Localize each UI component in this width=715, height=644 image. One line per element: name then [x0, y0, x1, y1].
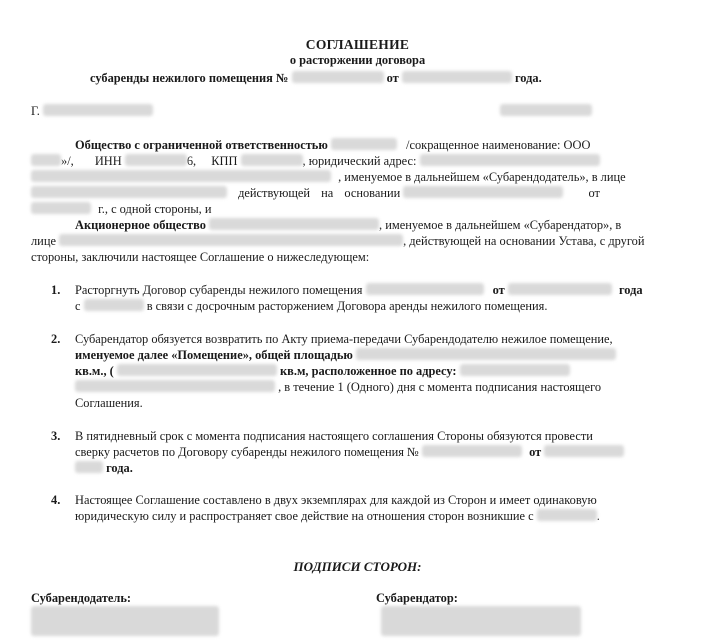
preamble-line-8: стороны, заключили настоящее Соглашение о нижеследующем: [31, 250, 370, 264]
redacted-contract-date [402, 71, 512, 83]
redacted-item3-date [544, 445, 624, 457]
signature-right-redacted [381, 606, 581, 640]
signatures-heading: ПОДПИСИ СТОРОН: [293, 559, 422, 574]
date-line [500, 104, 592, 120]
redacted-area-words [117, 364, 277, 376]
redacted-item1-date [508, 283, 612, 295]
redacted-short-name [31, 154, 61, 166]
document-title: СОГЛАШЕНИЕ [305, 37, 410, 52]
signature-left-redacted [31, 606, 219, 640]
item-4-number: 4. [51, 493, 61, 507]
item-1-line-1: Расторгнуть Договор субаренды нежилого помещения от года [75, 283, 643, 297]
redacted-item4-date [537, 509, 597, 521]
redacted-item1-effective [84, 299, 144, 311]
item-4-line-2: юридическую силу и распространяет свое действие на отношения сторон возникшие с . [75, 509, 600, 523]
item-2-line-3: кв.м., ( кв.м, расположенное по адресу: [75, 364, 570, 380]
item-1-line-2: с в связи с досрочным расторжением Договора аренды нежилого помещения. [75, 299, 548, 313]
item-1-number: 1. [51, 283, 61, 297]
document-subtitle-contract [90, 71, 542, 87]
preamble-line-6: Акционерное общество , именуемое в дальнейшем «Субарендатор», в [75, 218, 622, 232]
redacted-premises-address [460, 364, 570, 376]
redacted-inn [125, 154, 187, 166]
redacted-tenant-signatory [59, 234, 403, 246]
preamble-line-3: , именуемое в дальнейшем «Субарендодатель», в лице [31, 170, 626, 186]
contract-from: от [386, 71, 399, 85]
item-2-line-4: , в течение 1 (Одного) дня с момента подписания настоящего [75, 380, 601, 396]
preamble-line-5: г., с одной стороны, и [31, 202, 212, 218]
preamble-line-4: действующей на основании от [31, 186, 600, 202]
redacted-signatory [31, 186, 227, 198]
redacted-basis [403, 186, 563, 198]
item-3-line-2: сверку расчетов по Договору субаренды нежилого помещения № от [75, 445, 624, 461]
redacted-address [420, 154, 600, 166]
redacted-item3-year [75, 461, 103, 473]
item-2-line-5: Соглашения. [75, 396, 143, 410]
redacted-kpp [241, 154, 303, 166]
item-3-line-3: года. [75, 461, 133, 477]
contract-year: года. [514, 71, 542, 85]
contract-label: субаренды нежилого помещения № [90, 71, 289, 85]
redacted-city [43, 104, 153, 116]
preamble-line-7: лице , действующей на основании Устава, с другой [31, 234, 645, 248]
redacted-item1-number [366, 283, 484, 295]
redacted-company-name [331, 138, 397, 150]
item-4-line-1: Настоящее Соглашение составлено в двух экземплярах для каждой из Сторон и имеет одинаковую [75, 493, 597, 507]
item-3-number: 3. [51, 429, 61, 443]
redacted-contract-number [292, 71, 384, 83]
item-3-line-1: В пятидневный срок с момента подписания настоящего соглашения Стороны обязуются провести [75, 429, 593, 443]
item-2-number: 2. [51, 332, 61, 346]
redacted-item3-number [422, 445, 522, 457]
redacted-area [356, 348, 616, 360]
redacted-date [500, 104, 592, 116]
redacted-left-signature [31, 606, 219, 636]
redacted-tenant-name [209, 218, 379, 230]
item-2-line-1: Субарендатор обязуется возвратить по Акту приема-передачи Субарендодателю нежилое помещение, [75, 332, 613, 346]
redacted-address-cont [31, 170, 331, 182]
place-line [31, 104, 153, 120]
redacted-premises-address-cont [75, 380, 275, 392]
preamble-line-2: »/, ИНН 6, КПП , юридический адрес: [31, 154, 600, 170]
item-2-line-2: именуемое далее «Помещение», общей площадью [75, 348, 616, 364]
document-subtitle: о расторжении договора [289, 53, 426, 67]
redacted-right-signature [381, 606, 581, 636]
redacted-basis-date [31, 202, 91, 214]
preamble-line-1: Общество с ограниченной ответственностью /сокращенное наименование: ООО [75, 138, 591, 152]
signature-right-label: Субарендатор: [376, 591, 458, 605]
city-prefix: Г. [31, 104, 40, 118]
signature-left-label: Субарендодатель: [31, 591, 132, 605]
